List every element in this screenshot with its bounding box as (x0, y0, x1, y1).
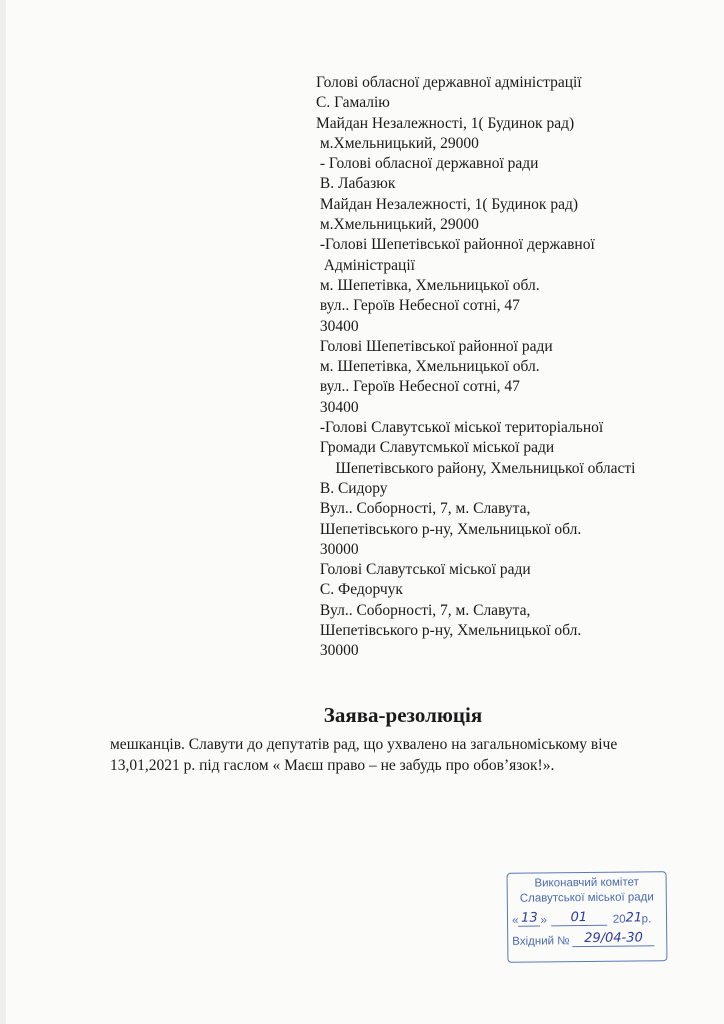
addressee-line: Голові Славутської міської ради (316, 561, 531, 579)
addressee-line: Майдан Незалежності, 1( Будинок рад) (316, 195, 579, 213)
stamp-year-prefix: 20 (612, 913, 626, 926)
body-line: мешканців. Славути до депутатів рад, що ухвалено на загальноміському віче (110, 736, 618, 753)
addressee-line: 30400 (316, 317, 359, 335)
addressee-line: Майдан Незалежності, 1( Будинок рад) (316, 114, 575, 132)
addressee-line: С. Гамалію (316, 94, 390, 112)
addressee-line: В. Сидору (316, 479, 388, 497)
stamp-day: 13 (518, 910, 540, 926)
addressee-line: 30000 (316, 642, 359, 660)
addressee-line: С. Федорчук (316, 581, 403, 599)
addressee-line: Шепетівського р-ну, Хмельницької обл. (316, 520, 582, 538)
document-body (110, 734, 670, 776)
addressee-line: 30400 (316, 398, 359, 416)
stamp-year-suffix: р. (641, 913, 652, 926)
addressee-line: -Голові Шепетівської районної державної (316, 236, 595, 254)
stamp-incoming-label: Вхідний № (512, 935, 570, 948)
addressee-line: Голові Шепетівської районної ради (316, 337, 553, 355)
addressee-line: м.Хмельницький, 29000 (316, 216, 479, 234)
stamp-open-quote: « (511, 914, 519, 927)
addressee-line: -Голові Славутської міської територіальної (316, 419, 604, 437)
addressee-line: вул.. Героїв Небесної сотні, 47 (316, 297, 520, 315)
body-line: 13,01,2021 р. під гаслом « Маєш право – не забудь про обов’язок!». (110, 757, 555, 774)
addressee-line: м. Шепетівка, Хмельницької обл. (316, 276, 540, 294)
document-title: Заява-резолюція (323, 703, 483, 727)
stamp-close-quote: » (540, 914, 547, 927)
addressee-line: Громади Славутсмької міської ради (316, 439, 555, 457)
registration-stamp (507, 871, 668, 963)
stamp-org-line: Виконавчий комітет (534, 876, 639, 890)
stamp-org-line: Славутської міської ради (519, 891, 654, 905)
addressee-line: В. Лабазюк (316, 175, 396, 193)
addressee-line: Голові обласної державної адміністрації (316, 74, 582, 91)
addressee-line: Шепетівського району, Хмельницької області (316, 459, 636, 477)
stamp-year: 21 (625, 910, 643, 926)
addressee-line: Вул.. Соборності, 7, м. Славута, (316, 601, 531, 619)
stamp-month: 01 (551, 910, 607, 927)
addressee-line: 30000 (316, 540, 359, 558)
stamp-date-row (512, 909, 662, 927)
addressee-line: - Голові обласної державної ради (316, 155, 539, 173)
stamp-incoming-number: 29/04-30 (572, 930, 654, 947)
stamp-incoming-row (512, 930, 662, 948)
addressee-block (316, 73, 716, 662)
addressee-line: м. Шепетівка, Хмельницької обл. (316, 358, 540, 376)
addressee-line: Вул.. Соборності, 7, м. Славута, (316, 500, 531, 518)
addressee-line: вул.. Героїв Небесної сотні, 47 (316, 378, 520, 396)
addressee-line: Адміністрації (316, 256, 415, 274)
addressee-line: Шепетівського р-ну, Хмельницької обл. (316, 622, 582, 640)
scan-shadow (0, 0, 6, 1024)
addressee-line: м.Хмельницький, 29000 (316, 134, 479, 152)
